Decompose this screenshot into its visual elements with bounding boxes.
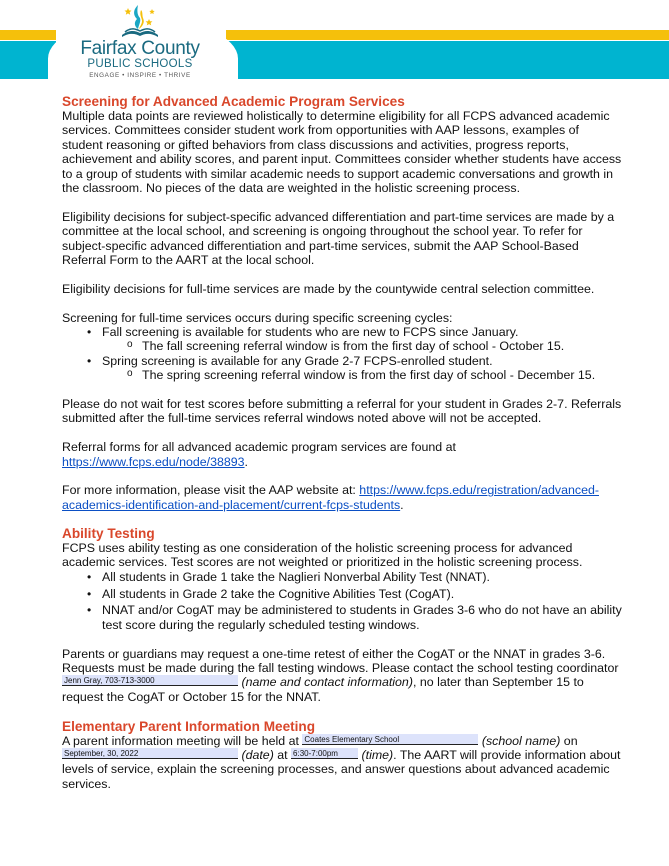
header-stripe-yellow-left: [0, 30, 56, 40]
referral-forms-text: Referral forms for all advanced academic program services are found at: [62, 440, 456, 455]
school-name-hint: (school name): [481, 733, 561, 748]
document-body: [62, 94, 622, 806]
fcps-logo: [60, 0, 220, 86]
screening-paragraph-4: Please do not wait for test scores before submitting a referral for your student in Grades 2-7. Referrals submitted after the full-time services referral windows noted above will not be accepted.: [62, 397, 622, 426]
logo-tagline: ENGAGE • INSPIRE • THRIVE: [89, 72, 191, 79]
meeting-text-on: on: [560, 733, 578, 748]
screening-paragraph-3: Eligibility decisions for full-time services are made by the countywide central selection committee.: [62, 281, 595, 296]
aap-website-paragraph: [62, 483, 622, 512]
coordinator-field[interactable]: Jenn Gray, 703-713-3000: [62, 675, 238, 686]
aap-website-text: For more information, please visit the AAP website at:: [62, 483, 360, 498]
heading-screening: Screening for Advanced Academic Program Services: [62, 94, 405, 109]
heading-parent-meeting: Elementary Parent Information Meeting: [62, 718, 316, 734]
date-hint: (date): [241, 747, 274, 762]
meeting-paragraph: [62, 734, 622, 792]
screening-cycles-intro: Screening for full-time services occurs during specific screening cycles:: [62, 310, 453, 325]
retest-text-2: , no later than September 15 to request the CogAT or October 15 for the NNAT.: [62, 675, 584, 704]
torch-book-stars-icon: [112, 2, 168, 38]
ability-bullets: [62, 570, 622, 632]
retest-text: Parents or guardians may request a one-time retest of either the CogAT or the NNAT in grades 3-6. Requests must be made during the fall testing windows. Please contact the school testing coordinator: [62, 646, 619, 675]
list-item: • Fall screening is available for students who are new to FCPS since January.: [62, 325, 622, 339]
school-name-field[interactable]: Coates Elementary School: [302, 734, 478, 745]
list-item: • Spring screening is available for any Grade 2-7 FCPS-enrolled student.: [62, 354, 622, 368]
header-stripe-yellow-right: [226, 30, 669, 40]
list-subitem: o The fall screening referral window is from the first day of school - October 15.: [62, 339, 622, 353]
meeting-text-2: . The AART will provide information about levels of service, explain the screening processes, and answer questions about advanced academic services.: [62, 747, 621, 791]
time-hint: (time): [361, 747, 394, 762]
logo-title: Fairfax County: [80, 38, 200, 59]
date-field[interactable]: September, 30, 2022: [62, 748, 238, 759]
referral-forms-link[interactable]: https://www.fcps.edu/node/38893: [62, 454, 245, 469]
coordinator-hint: (name and contact information): [241, 675, 413, 690]
header-banner: [0, 0, 669, 90]
retest-paragraph: [62, 647, 622, 705]
logo-subtitle: PUBLIC SCHOOLS: [87, 58, 193, 70]
referral-forms-paragraph: [62, 440, 622, 469]
screening-cycles-list: [62, 325, 622, 383]
meeting-text-at: at: [273, 747, 292, 762]
list-item: • NNAT and/or CogAT may be administered to students in Grades 3-6 who do not have an ability test score during the regularly scheduled testing windows.: [62, 603, 622, 632]
screening-paragraph-1: Multiple data points are reviewed holistically to determine eligibility for all FCPS advanced academic services. Committees consider student work from opportunities with AAP lessons, examples of student reasoning or gifted behaviors from class discussions and activities, progress reports, achievement and ability scores, and parent input. Committees consider whether students have access to a group of students with similar academic needs to support academic conversations and growth in the classroom. No pieces of the data are weighted in the holistic screening process.: [62, 109, 622, 196]
heading-ability-testing: Ability Testing: [62, 525, 155, 541]
period: .: [400, 497, 404, 512]
list-subitem: o The spring screening referral window is from the first day of school - December 15.: [62, 368, 622, 382]
time-field[interactable]: 6:30-7:00pm: [291, 748, 358, 759]
header-stripe-cyan-right: [226, 41, 669, 79]
period: .: [244, 454, 248, 469]
list-item: • All students in Grade 1 take the Naglieri Nonverbal Ability Test (NNAT).: [62, 570, 622, 584]
screening-paragraph-2: Eligibility decisions for subject-specific advanced differentiation and part-time services are made by a committee at the local school, and screening is ongoing throughout the school year. To refer for subject-specific advanced differentiation and part-time services, submit the AAP School-Based Referral Form to the AART at the local school.: [62, 209, 615, 268]
meeting-text: A parent information meeting will be held at: [62, 733, 303, 748]
aap-website-link[interactable]: https://www.fcps.edu/registration/advanced-academics-identification-and-placement/current-fcps-students: [62, 483, 599, 512]
list-item: • All students in Grade 2 take the Cognitive Abilities Test (CogAT).: [62, 587, 622, 601]
ability-paragraph-1: FCPS uses ability testing as one consideration of the holistic screening process for advanced academic services. Test scores are not weighted or prioritized in the holistic screening process.: [62, 540, 583, 570]
